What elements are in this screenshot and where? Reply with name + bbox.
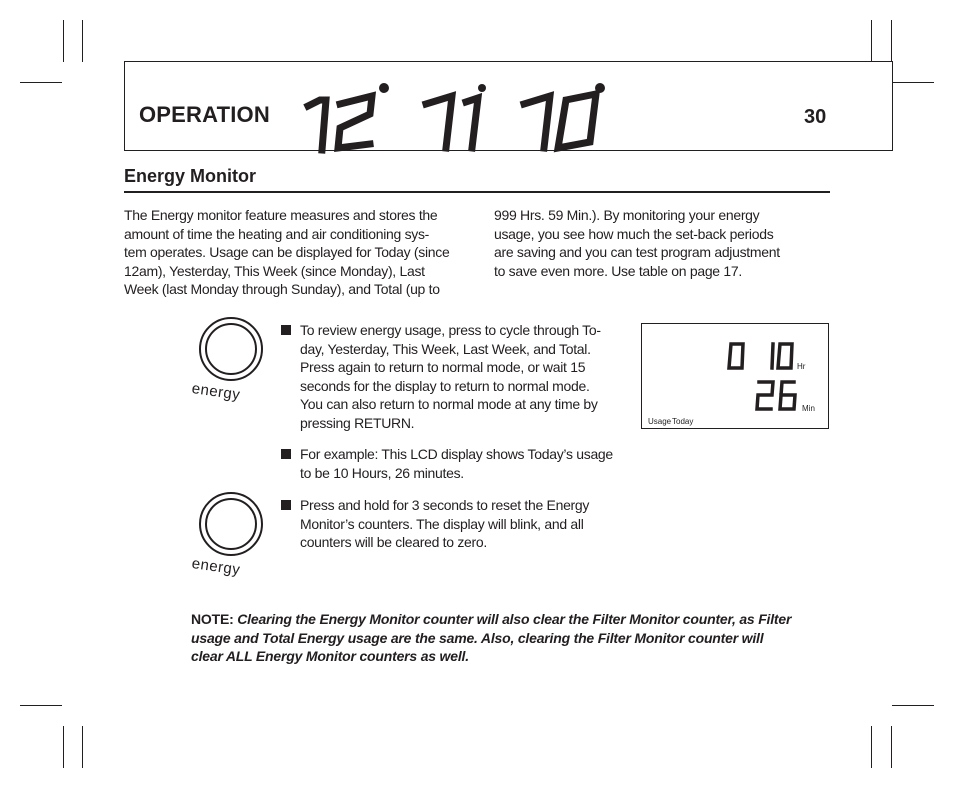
bullet-square <box>281 449 291 459</box>
text-line: are saving and you can test program adjustment <box>494 244 780 260</box>
bullet-square <box>281 500 291 510</box>
note-line: usage and Total Energy usage are the same. Also, clearing the Filter Monitor counter will <box>191 629 764 646</box>
bullet-review-text <box>300 321 601 432</box>
text-line: to save even more. Use table on page 17. <box>494 262 742 279</box>
text-line: Press and hold for 3 seconds to reset the Energy <box>300 497 590 513</box>
text-line: You can also return to normal mode at any time by <box>300 396 598 412</box>
crop-mark <box>892 82 934 83</box>
energy-button-label: energy <box>190 380 242 404</box>
text-line: seconds for the display to return to normal mode. <box>300 377 590 394</box>
crop-mark <box>892 705 934 706</box>
crop-mark <box>82 20 83 62</box>
text-line: amount of time the heating and air conditioning sys- <box>124 225 430 242</box>
bullet-reset-text <box>300 496 589 552</box>
note-block <box>191 610 841 666</box>
crop-mark <box>63 726 64 768</box>
energy-button-label: energy <box>190 555 242 579</box>
intro-paragraph-left <box>124 206 449 299</box>
text-line: To review energy usage, press to cycle through To- <box>300 322 601 338</box>
text-line: pressing RETURN. <box>300 414 415 431</box>
lcd-display <box>641 323 829 429</box>
intro-paragraph-right <box>494 206 780 280</box>
text-line: to be 10 Hours, 26 minutes. <box>300 464 464 481</box>
text-line: Press again to return to normal mode, or wait 15 <box>300 359 586 375</box>
crop-mark <box>891 726 892 768</box>
energy-button-icon <box>197 317 267 383</box>
lcd-hours-label: Hr <box>797 362 806 371</box>
bullet-example-text <box>300 445 613 482</box>
section-title: OPERATION <box>139 102 270 127</box>
crop-mark <box>82 726 83 768</box>
text-line: usage, you see how much the set-back periods <box>494 225 774 242</box>
energy-button-icon <box>197 492 267 558</box>
crop-mark <box>20 705 62 706</box>
text-line: Week (last Monday through Sunday), and Total (up to <box>124 281 440 297</box>
note-line <box>191 610 841 629</box>
bullet-square <box>281 325 291 335</box>
crop-mark <box>63 20 64 62</box>
lcd-today-label: Today <box>672 417 694 426</box>
heading-rule <box>124 191 830 193</box>
note-line: clear ALL Energy Monitor counters as well. <box>191 648 469 664</box>
lcd-usage-label: Usage <box>648 417 672 426</box>
note-text: Clearing the Energy Monitor counter will also clear the Filter Monitor counter, as Filter <box>237 611 792 627</box>
decorative-lcd-digits <box>300 78 620 158</box>
text-line: For example: This LCD display shows Today’s usage <box>300 446 613 462</box>
page-number: 30 <box>804 106 827 128</box>
lcd-digits <box>642 324 828 428</box>
energy-monitor-heading: Energy Monitor <box>124 166 257 186</box>
note-label: NOTE: <box>191 611 234 627</box>
crop-mark <box>871 726 872 768</box>
text-line: day, Yesterday, This Week, Last Week, and Total. <box>300 340 591 357</box>
lcd-minutes-label: Min <box>802 404 815 413</box>
text-line: 999 Hrs. 59 Min.). By monitoring your energy <box>494 207 760 223</box>
text-line: Monitor’s counters. The display will blink, and all <box>300 515 584 532</box>
text-line: The Energy monitor feature measures and stores the <box>124 207 438 223</box>
text-line: 12am), Yesterday, This Week (since Monday), Last <box>124 262 425 279</box>
text-line: tem operates. Usage can be displayed for Today (since <box>124 244 450 260</box>
crop-mark <box>891 20 892 62</box>
crop-mark <box>20 82 62 83</box>
crop-mark <box>871 20 872 62</box>
text-line: counters will be cleared to zero. <box>300 534 487 550</box>
